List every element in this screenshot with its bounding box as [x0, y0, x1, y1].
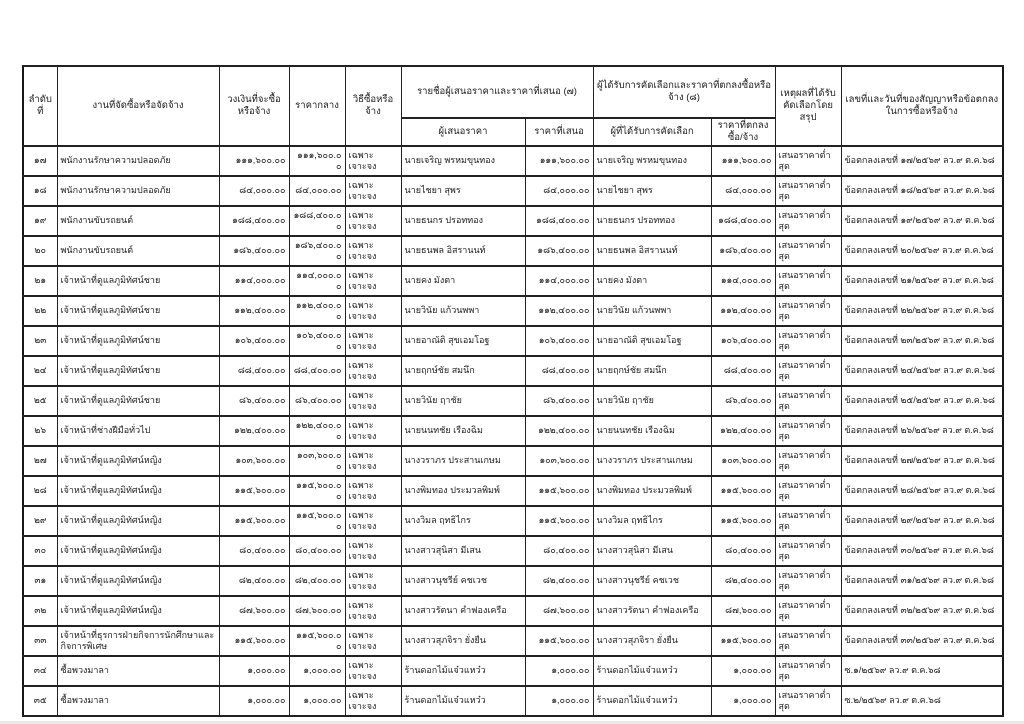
- cell-seq: ๒๓: [23, 326, 57, 356]
- cell-work: พนักงานรักษาความปลอดภัย: [57, 176, 219, 206]
- cell-method: เฉพาะเจาะจง: [345, 176, 401, 206]
- header-seq: ลำดับที่: [23, 66, 57, 146]
- cell-work: พนักงานขับรถยนต์: [57, 206, 219, 236]
- cell-seq: ๒๘: [23, 476, 57, 506]
- cell-method: เฉพาะเจาะจง: [345, 326, 401, 356]
- header-work: งานที่จัดซื้อหรือจัดจ้าง: [57, 66, 219, 146]
- cell-method: เฉพาะเจาะจง: [345, 236, 401, 266]
- cell-bidder: นางสาวสุภจิรา ยั่งยืน: [401, 626, 525, 656]
- cell-contract: ข้อตกลงเลขที่ ๓๑/๒๕๖๙ ลว.๙ ต.ค.๖๘: [841, 566, 1003, 596]
- cell-bid-price: ๑,๐๐๐.๐๐: [525, 656, 593, 686]
- cell-bid-price: ๑๑๕,๖๐๐.๐๐: [525, 476, 593, 506]
- cell-seq: ๒๐: [23, 236, 57, 266]
- cell-work: ซื้อพวงมาลา: [57, 656, 219, 686]
- cell-budget: ๘๒,๔๐๐.๐๐: [219, 566, 289, 596]
- cell-selected: นางสาวนุชรีย์ คชเวช: [593, 566, 711, 596]
- cell-method: เฉพาะเจาะจง: [345, 416, 401, 446]
- cell-method: เฉพาะเจาะจง: [345, 626, 401, 656]
- cell-agreed-price: ๑๘๘,๔๐๐.๐๐: [711, 206, 775, 236]
- cell-agreed-price: ๑๑๕,๖๐๐.๐๐: [711, 626, 775, 656]
- cell-reason: เสนอราคาต่ำสุด: [775, 506, 841, 536]
- cell-bid-price: ๑๒๒,๔๐๐.๐๐: [525, 416, 593, 446]
- cell-middle-price: ๑๑๕,๖๐๐.๐๐: [289, 626, 345, 656]
- cell-budget: ๑,๐๐๐.๐๐: [219, 686, 289, 716]
- cell-selected: นายคง มังตา: [593, 266, 711, 296]
- table-row: [23, 236, 1003, 266]
- header-bid-price: ราคาที่เสนอ: [525, 118, 593, 146]
- cell-selected: ร้านดอกไม้แจ๋วแหว๋ว: [593, 656, 711, 686]
- cell-budget: ๑๘๖,๔๐๐.๐๐: [219, 236, 289, 266]
- cell-work: เจ้าหน้าที่ดูแลภูมิทัศน์หญิง: [57, 476, 219, 506]
- cell-work: เจ้าหน้าที่ดูแลภูมิทัศน์หญิง: [57, 446, 219, 476]
- cell-contract: ข้อตกลงเลขที่ ๑๗/๒๕๖๙ ลว.๙ ต.ค.๖๘: [841, 146, 1003, 176]
- cell-method: เฉพาะเจาะจง: [345, 206, 401, 236]
- cell-budget: ๘๘,๔๐๐.๐๐: [219, 356, 289, 386]
- cell-work: เจ้าหน้าที่ดูแลภูมิทัศน์หญิง: [57, 506, 219, 536]
- cell-contract: ข้อตกลงเลขที่ ๒๕/๒๕๖๙ ลว.๙ ต.ค.๖๘: [841, 386, 1003, 416]
- cell-work: เจ้าหน้าที่ดูแลภูมิทัศน์ชาย: [57, 266, 219, 296]
- table-row: [23, 146, 1003, 176]
- cell-work: เจ้าหน้าที่ดูแลภูมิทัศน์ชาย: [57, 386, 219, 416]
- cell-middle-price: ๑๑๕,๖๐๐.๐๐: [289, 506, 345, 536]
- cell-agreed-price: ๑๑๔,๐๐๐.๐๐: [711, 266, 775, 296]
- cell-seq: ๓๓: [23, 626, 57, 656]
- cell-budget: ๑๒๒,๔๐๐.๐๐: [219, 416, 289, 446]
- cell-bid-price: ๑๑๒,๔๐๐.๐๐: [525, 296, 593, 326]
- cell-middle-price: ๑๐๓,๖๐๐.๐๐: [289, 446, 345, 476]
- cell-reason: เสนอราคาต่ำสุด: [775, 566, 841, 596]
- cell-work: เจ้าหน้าที่ดูแลภูมิทัศน์หญิง: [57, 536, 219, 566]
- cell-contract: ข้อตกลงเลขที่ ๒๒/๒๕๖๙ ลว.๙ ต.ค.๖๘: [841, 296, 1003, 326]
- cell-method: เฉพาะเจาะจง: [345, 386, 401, 416]
- cell-selected: นางพิมทอง ประมวลพิมพ์: [593, 476, 711, 506]
- cell-bidder: นายเจริญ พรหมขุนทอง: [401, 146, 525, 176]
- cell-middle-price: ๘๐,๔๐๐.๐๐: [289, 536, 345, 566]
- cell-budget: ๘๗,๖๐๐.๐๐: [219, 596, 289, 626]
- cell-middle-price: ๑๘๖,๔๐๐.๐๐: [289, 236, 345, 266]
- cell-selected: นายเจริญ พรหมขุนทอง: [593, 146, 711, 176]
- table-row: [23, 356, 1003, 386]
- cell-agreed-price: ๑๒๒,๔๐๐.๐๐: [711, 416, 775, 446]
- header-agreed-price: ราคาที่ตกลงซื้อ/จ้าง: [711, 118, 775, 146]
- table-row: [23, 686, 1003, 716]
- cell-bidder: นายไชยา สุพร: [401, 176, 525, 206]
- cell-budget: ๑๑๒,๔๐๐.๐๐: [219, 296, 289, 326]
- cell-method: เฉพาะเจาะจง: [345, 566, 401, 596]
- cell-bidder: นางสาวนุชรีย์ คชเวช: [401, 566, 525, 596]
- cell-budget: ๑๑๔,๐๐๐.๐๐: [219, 266, 289, 296]
- cell-contract: ซ.๒/๒๕๖๙ ลว.๙ ต.ค.๖๘: [841, 686, 1003, 716]
- cell-selected: นางวราภร ประสานเกษม: [593, 446, 711, 476]
- cell-seq: ๓๕: [23, 686, 57, 716]
- cell-method: เฉพาะเจาะจง: [345, 536, 401, 566]
- cell-selected: นายธนกร ปรอททอง: [593, 206, 711, 236]
- cell-contract: ข้อตกลงเลขที่ ๒๓/๒๕๖๙ ลว.๙ ต.ค.๖๘: [841, 326, 1003, 356]
- cell-work: เจ้าหน้าที่ดูแลภูมิทัศน์หญิง: [57, 566, 219, 596]
- cell-middle-price: ๘๗,๖๐๐.๐๐: [289, 596, 345, 626]
- cell-contract: ข้อตกลงเลขที่ ๑๙/๒๕๖๙ ลว.๙ ต.ค.๖๘: [841, 206, 1003, 236]
- table-row: [23, 476, 1003, 506]
- cell-method: เฉพาะเจาะจง: [345, 296, 401, 326]
- cell-method: เฉพาะเจาะจง: [345, 266, 401, 296]
- cell-middle-price: ๘๖,๔๐๐.๐๐: [289, 386, 345, 416]
- cell-selected: นายธนพล อิสรานนท์: [593, 236, 711, 266]
- cell-bidder: นางพิมทอง ประมวลพิมพ์: [401, 476, 525, 506]
- table-row: [23, 566, 1003, 596]
- cell-agreed-price: ๘๐,๔๐๐.๐๐: [711, 536, 775, 566]
- cell-bid-price: ๑๘๘,๔๐๐.๐๐: [525, 206, 593, 236]
- cell-selected: นายอาณัติ สุขเอมโอฐ: [593, 326, 711, 356]
- cell-method: เฉพาะเจาะจง: [345, 446, 401, 476]
- table-row: [23, 176, 1003, 206]
- cell-reason: เสนอราคาต่ำสุด: [775, 206, 841, 236]
- cell-reason: เสนอราคาต่ำสุด: [775, 626, 841, 656]
- cell-reason: เสนอราคาต่ำสุด: [775, 266, 841, 296]
- cell-bid-price: ๑๑๕,๖๐๐.๐๐: [525, 506, 593, 536]
- cell-work: เจ้าหน้าที่ดูแลภูมิทัศน์ชาย: [57, 326, 219, 356]
- cell-bid-price: ๘๔,๐๐๐.๐๐: [525, 176, 593, 206]
- cell-method: เฉพาะเจาะจง: [345, 356, 401, 386]
- table-row: [23, 626, 1003, 656]
- cell-reason: เสนอราคาต่ำสุด: [775, 476, 841, 506]
- cell-bidder: นายวินัย แก้วนพพา: [401, 296, 525, 326]
- cell-work: เจ้าหน้าที่ดูแลภูมิทัศน์ชาย: [57, 296, 219, 326]
- cell-bidder: นายนนทชัย เรืองฉิม: [401, 416, 525, 446]
- cell-seq: ๓๐: [23, 536, 57, 566]
- cell-selected: ร้านดอกไม้แจ๋วแหว๋ว: [593, 686, 711, 716]
- cell-contract: ข้อตกลงเลขที่ ๒๗/๒๕๖๙ ลว.๙ ต.ค.๖๘: [841, 446, 1003, 476]
- cell-contract: ข้อตกลงเลขที่ ๓๐/๒๕๖๙ ลว.๙ ต.ค.๖๘: [841, 536, 1003, 566]
- header-middle-price: ราคากลาง: [289, 66, 345, 146]
- cell-seq: ๑๗: [23, 146, 57, 176]
- cell-budget: ๑๘๘,๔๐๐.๐๐: [219, 206, 289, 236]
- cell-seq: ๒๕: [23, 386, 57, 416]
- cell-selected: นางวิมล ฤทธิไกร: [593, 506, 711, 536]
- cell-contract: ข้อตกลงเลขที่ ๓๓/๒๕๖๙ ลว.๙ ต.ค.๖๘: [841, 626, 1003, 656]
- cell-seq: ๓๔: [23, 656, 57, 686]
- cell-seq: ๒๗: [23, 446, 57, 476]
- cell-contract: ข้อตกลงเลขที่ ๒๘/๒๕๖๙ ลว.๙ ต.ค.๖๘: [841, 476, 1003, 506]
- cell-method: เฉพาะเจาะจง: [345, 686, 401, 716]
- cell-contract: ข้อตกลงเลขที่ ๒๐/๒๕๖๙ ลว.๙ ต.ค.๖๘: [841, 236, 1003, 266]
- cell-middle-price: ๑,๐๐๐.๐๐: [289, 656, 345, 686]
- cell-bidder: นางวราภร ประสานเกษม: [401, 446, 525, 476]
- cell-work: พนักงานขับรถยนต์: [57, 236, 219, 266]
- header-reason: เหตุผลที่ได้รับคัดเลือกโดยสรุป: [775, 66, 841, 146]
- cell-middle-price: ๑๑๕,๖๐๐.๐๐: [289, 476, 345, 506]
- cell-seq: ๓๑: [23, 566, 57, 596]
- cell-agreed-price: ๑๑๑,๖๐๐.๐๐: [711, 146, 775, 176]
- cell-budget: ๑๐๖,๔๐๐.๐๐: [219, 326, 289, 356]
- cell-contract: ซ.๑/๒๕๖๙ ลว.๙ ต.ค.๖๘: [841, 656, 1003, 686]
- cell-bidder: นายฤกษ์ชัย สมนึก: [401, 356, 525, 386]
- cell-bid-price: ๑๑๔,๐๐๐.๐๐: [525, 266, 593, 296]
- cell-reason: เสนอราคาต่ำสุด: [775, 146, 841, 176]
- table-body: [23, 146, 1003, 716]
- cell-method: เฉพาะเจาะจง: [345, 476, 401, 506]
- cell-work: เจ้าหน้าที่ช่างฝีมือทั่วไป: [57, 416, 219, 446]
- cell-agreed-price: ๑,๐๐๐.๐๐: [711, 686, 775, 716]
- cell-reason: เสนอราคาต่ำสุด: [775, 446, 841, 476]
- cell-agreed-price: ๑๐๓,๖๐๐.๐๐: [711, 446, 775, 476]
- table-row: [23, 206, 1003, 236]
- cell-middle-price: ๑๐๖,๔๐๐.๐๐: [289, 326, 345, 356]
- cell-seq: ๒๙: [23, 506, 57, 536]
- cell-middle-price: ๑๘๘,๔๐๐.๐๐: [289, 206, 345, 236]
- cell-bidder: นางวิมล ฤทธิไกร: [401, 506, 525, 536]
- cell-contract: ข้อตกลงเลขที่ ๑๘/๒๕๖๙ ลว.๙ ต.ค.๖๘: [841, 176, 1003, 206]
- cell-work: เจ้าหน้าที่ดูแลภูมิทัศน์หญิง: [57, 596, 219, 626]
- cell-bid-price: ๘๗,๖๐๐.๐๐: [525, 596, 593, 626]
- cell-bidder: ร้านดอกไม้แจ๋วแหว๋ว: [401, 686, 525, 716]
- cell-bidder: นายธนพล อิสรานนท์: [401, 236, 525, 266]
- cell-budget: ๑๐๓,๖๐๐.๐๐: [219, 446, 289, 476]
- cell-method: เฉพาะเจาะจง: [345, 656, 401, 686]
- cell-agreed-price: ๘๗,๖๐๐.๐๐: [711, 596, 775, 626]
- cell-seq: ๒๖: [23, 416, 57, 446]
- cell-work: เจ้าหน้าที่ดูแลภูมิทัศน์ชาย: [57, 356, 219, 386]
- table-header: [23, 66, 1003, 146]
- cell-bid-price: ๑๘๖,๔๐๐.๐๐: [525, 236, 593, 266]
- cell-selected: นายวินัย แก้วนพพา: [593, 296, 711, 326]
- cell-bid-price: ๑๑๑,๖๐๐.๐๐: [525, 146, 593, 176]
- cell-reason: เสนอราคาต่ำสุด: [775, 386, 841, 416]
- cell-reason: เสนอราคาต่ำสุด: [775, 356, 841, 386]
- cell-bidder: ร้านดอกไม้แจ๋วแหว๋ว: [401, 656, 525, 686]
- cell-bidder: นายวินัย ฤาชัย: [401, 386, 525, 416]
- cell-bid-price: ๑,๐๐๐.๐๐: [525, 686, 593, 716]
- cell-selected: นายไชยา สุพร: [593, 176, 711, 206]
- cell-bid-price: ๘๖,๔๐๐.๐๐: [525, 386, 593, 416]
- procurement-table: [22, 65, 1004, 717]
- table-row: [23, 656, 1003, 686]
- cell-seq: ๒๔: [23, 356, 57, 386]
- header-selected: ผู้ที่ได้รับการคัดเลือก: [593, 118, 711, 146]
- cell-agreed-price: ๘๘,๔๐๐.๐๐: [711, 356, 775, 386]
- cell-seq: ๑๙: [23, 206, 57, 236]
- cell-reason: เสนอราคาต่ำสุด: [775, 596, 841, 626]
- cell-bid-price: ๑๑๕,๖๐๐.๐๐: [525, 626, 593, 656]
- cell-bid-price: ๑๐๓,๖๐๐.๐๐: [525, 446, 593, 476]
- table-row: [23, 416, 1003, 446]
- cell-contract: ข้อตกลงเลขที่ ๓๒/๒๕๖๙ ลว.๙ ต.ค.๖๘: [841, 596, 1003, 626]
- cell-budget: ๑,๐๐๐.๐๐: [219, 656, 289, 686]
- cell-reason: เสนอราคาต่ำสุด: [775, 416, 841, 446]
- cell-bid-price: ๘๘,๔๐๐.๐๐: [525, 356, 593, 386]
- table-row: [23, 506, 1003, 536]
- cell-middle-price: ๑๑๔,๐๐๐.๐๐: [289, 266, 345, 296]
- cell-agreed-price: ๑๐๖,๔๐๐.๐๐: [711, 326, 775, 356]
- cell-middle-price: ๑๑๑,๖๐๐.๐๐: [289, 146, 345, 176]
- cell-bid-price: ๘๒,๔๐๐.๐๐: [525, 566, 593, 596]
- header-selected-group: ผู้ได้รับการคัดเลือกและราคาที่ตกลงซื้อหรือจ้าง (๘): [593, 66, 775, 118]
- cell-agreed-price: ๑๑๕,๖๐๐.๐๐: [711, 476, 775, 506]
- table-row: [23, 296, 1003, 326]
- cell-selected: นางสาวสุภจิรา ยั่งยืน: [593, 626, 711, 656]
- cell-budget: ๘๔,๐๐๐.๐๐: [219, 176, 289, 206]
- table-row: [23, 446, 1003, 476]
- cell-bidder: นางสาวรัตนา คำฟองเครือ: [401, 596, 525, 626]
- cell-selected: นางสาวสุนิสา มีเสน: [593, 536, 711, 566]
- cell-bidder: นางสาวสุนิสา มีเสน: [401, 536, 525, 566]
- cell-budget: ๑๑๕,๖๐๐.๐๐: [219, 626, 289, 656]
- cell-agreed-price: ๘๔,๐๐๐.๐๐: [711, 176, 775, 206]
- cell-work: พนักงานรักษาความปลอดภัย: [57, 146, 219, 176]
- cell-seq: ๒๑: [23, 266, 57, 296]
- cell-selected: นายวินัย ฤาชัย: [593, 386, 711, 416]
- cell-reason: เสนอราคาต่ำสุด: [775, 326, 841, 356]
- cell-method: เฉพาะเจาะจง: [345, 506, 401, 536]
- cell-contract: ข้อตกลงเลขที่ ๒๑/๒๕๖๙ ลว.๙ ต.ค.๖๘: [841, 266, 1003, 296]
- cell-method: เฉพาะเจาะจง: [345, 146, 401, 176]
- cell-bidder: นายคง มังตา: [401, 266, 525, 296]
- cell-agreed-price: ๑๑๒,๔๐๐.๐๐: [711, 296, 775, 326]
- cell-middle-price: ๑๑๒,๔๐๐.๐๐: [289, 296, 345, 326]
- header-method: วิธีซื้อหรือจ้าง: [345, 66, 401, 146]
- cell-middle-price: ๘๔,๐๐๐.๐๐: [289, 176, 345, 206]
- cell-reason: เสนอราคาต่ำสุด: [775, 236, 841, 266]
- header-bidder: ผู้เสนอราคา: [401, 118, 525, 146]
- cell-contract: ข้อตกลงเลขที่ ๒๙/๒๕๖๙ ลว.๙ ต.ค.๖๘: [841, 506, 1003, 536]
- cell-budget: ๘๐,๔๐๐.๐๐: [219, 536, 289, 566]
- cell-work: ซื้อพวงมาลา: [57, 686, 219, 716]
- cell-reason: เสนอราคาต่ำสุด: [775, 686, 841, 716]
- cell-selected: นายนนทชัย เรืองฉิม: [593, 416, 711, 446]
- cell-selected: นางสาวรัตนา คำฟองเครือ: [593, 596, 711, 626]
- table-row: [23, 596, 1003, 626]
- header-bidders-group: รายชื่อผู้เสนอราคาและราคาที่เสนอ (๗): [401, 66, 593, 118]
- cell-budget: ๑๑๑,๖๐๐.๐๐: [219, 146, 289, 176]
- cell-seq: ๒๒: [23, 296, 57, 326]
- header-budget: วงเงินที่จะซื้อหรือจ้าง: [219, 66, 289, 146]
- table-row: [23, 266, 1003, 296]
- cell-agreed-price: ๑,๐๐๐.๐๐: [711, 656, 775, 686]
- cell-reason: เสนอราคาต่ำสุด: [775, 536, 841, 566]
- cell-middle-price: ๑๒๒,๔๐๐.๐๐: [289, 416, 345, 446]
- cell-agreed-price: ๘๖,๔๐๐.๐๐: [711, 386, 775, 416]
- cell-budget: ๑๑๕,๖๐๐.๐๐: [219, 476, 289, 506]
- cell-selected: นายฤกษ์ชัย สมนึก: [593, 356, 711, 386]
- cell-bidder: นายธนกร ปรอททอง: [401, 206, 525, 236]
- cell-contract: ข้อตกลงเลขที่ ๒๖/๒๕๖๙ ลว.๙ ต.ค.๖๘: [841, 416, 1003, 446]
- cell-bid-price: ๘๐,๔๐๐.๐๐: [525, 536, 593, 566]
- cell-reason: เสนอราคาต่ำสุด: [775, 296, 841, 326]
- cell-middle-price: ๘๒,๔๐๐.๐๐: [289, 566, 345, 596]
- cell-method: เฉพาะเจาะจง: [345, 596, 401, 626]
- cell-seq: ๓๒: [23, 596, 57, 626]
- cell-agreed-price: ๑๘๖,๔๐๐.๐๐: [711, 236, 775, 266]
- cell-bidder: นายอาณัติ สุขเอมโอฐ: [401, 326, 525, 356]
- table-row: [23, 326, 1003, 356]
- cell-middle-price: ๑,๐๐๐.๐๐: [289, 686, 345, 716]
- cell-reason: เสนอราคาต่ำสุด: [775, 176, 841, 206]
- table-row: [23, 386, 1003, 416]
- table-row: [23, 536, 1003, 566]
- cell-agreed-price: ๑๑๕,๖๐๐.๐๐: [711, 506, 775, 536]
- cell-reason: เสนอราคาต่ำสุด: [775, 656, 841, 686]
- cell-seq: ๑๘: [23, 176, 57, 206]
- cell-budget: ๘๖,๔๐๐.๐๐: [219, 386, 289, 416]
- cell-work: เจ้าหน้าที่ธุรการฝ่ายกิจการนักศึกษาและกิจการพิเศษ: [57, 626, 219, 656]
- cell-middle-price: ๘๘,๔๐๐.๐๐: [289, 356, 345, 386]
- cell-budget: ๑๑๕,๖๐๐.๐๐: [219, 506, 289, 536]
- cell-contract: ข้อตกลงเลขที่ ๒๔/๒๕๖๙ ลว.๙ ต.ค.๖๘: [841, 356, 1003, 386]
- header-contract: เลขที่และวันที่ของสัญญาหรือข้อตกลงในการซื้อหรือจ้าง: [841, 66, 1003, 146]
- cell-bid-price: ๑๐๖,๔๐๐.๐๐: [525, 326, 593, 356]
- cell-agreed-price: ๘๒,๔๐๐.๐๐: [711, 566, 775, 596]
